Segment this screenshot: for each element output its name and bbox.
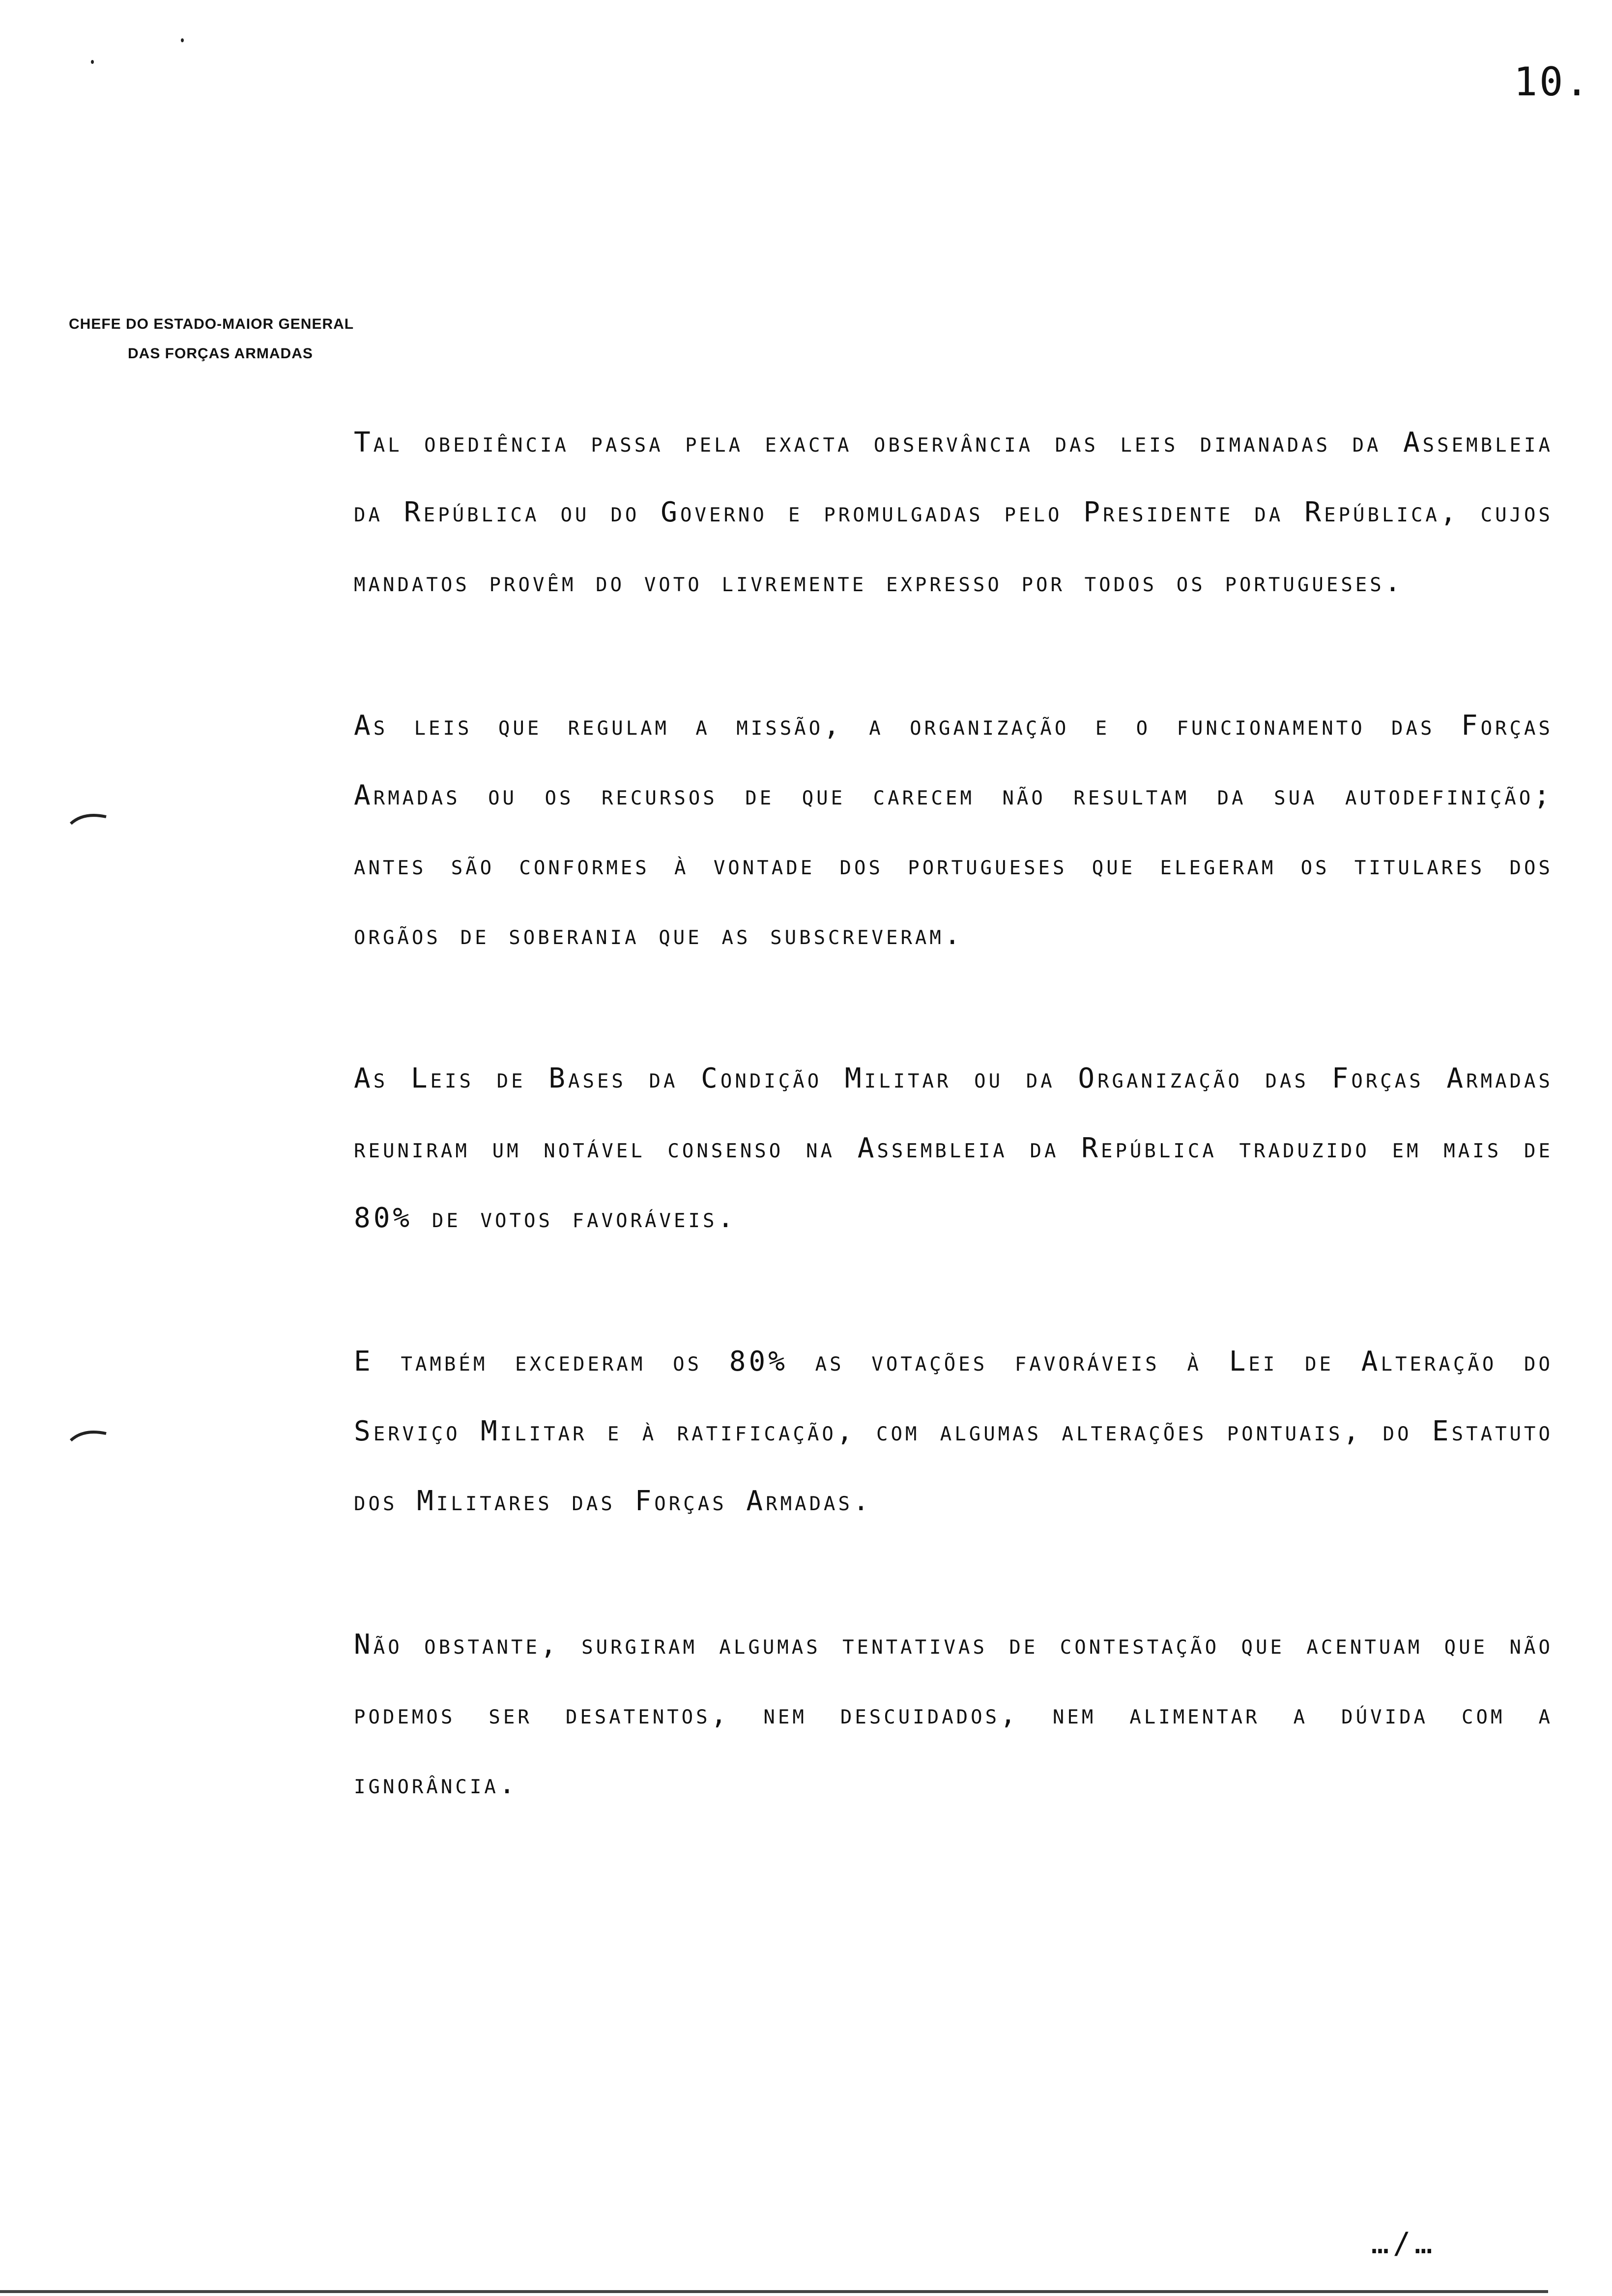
letter-body <box>354 408 1553 1893</box>
scan-speck <box>181 38 184 42</box>
margin-tick-mark <box>69 811 108 826</box>
page-number: 10. <box>1514 59 1591 105</box>
letterhead-line-1: CHEFE DO ESTADO-MAIOR GENERAL <box>69 316 354 332</box>
paragraph: Não obstante, surgiram algumas tentativas de contestação que acentuam que não podemos ser desatentos, nem descuidados, nem alimentar a dúvida com a ignorância. <box>354 1629 1553 1800</box>
paragraph: E também excederam os 80% as votações favoráveis à Lei de Alteração do Serviço Militar e à ratificação, com algumas alterações pontuais, do Estatuto dos Militares das Forças Armadas. <box>354 1346 1553 1517</box>
paragraph: As Leis de Bases da Condição Militar ou da Organização das Forças Armadas reuniram um notável consenso na Assembleia da República traduzido em mais de 80% de votos favoráveis. <box>354 1062 1553 1234</box>
scan-speck <box>91 60 94 64</box>
letterhead-line-2: DAS FORÇAS ARMADAS <box>128 345 313 362</box>
bottom-rule <box>0 2290 1548 2293</box>
paragraph: As leis que regulam a missão, a organização e o funcionamento das Forças Armadas ou os recursos de que carecem não resultam da sua autodefinição; antes são conformes à vontade dos portugueses que elegeram os titulares dos orgãos de soberania que as subscreveram. <box>354 710 1553 951</box>
letterhead <box>69 310 354 369</box>
margin-tick-mark <box>69 1428 108 1442</box>
page-continuation-marker: …/… <box>1371 2226 1437 2261</box>
paragraph: Tal obediência passa pela exacta observância das leis dimanadas da Assembleia da República ou do Governo e promulgadas pelo Presidente da República, cujos mandatos provêm do voto livremente expresso por todos os portugueses. <box>354 427 1553 598</box>
